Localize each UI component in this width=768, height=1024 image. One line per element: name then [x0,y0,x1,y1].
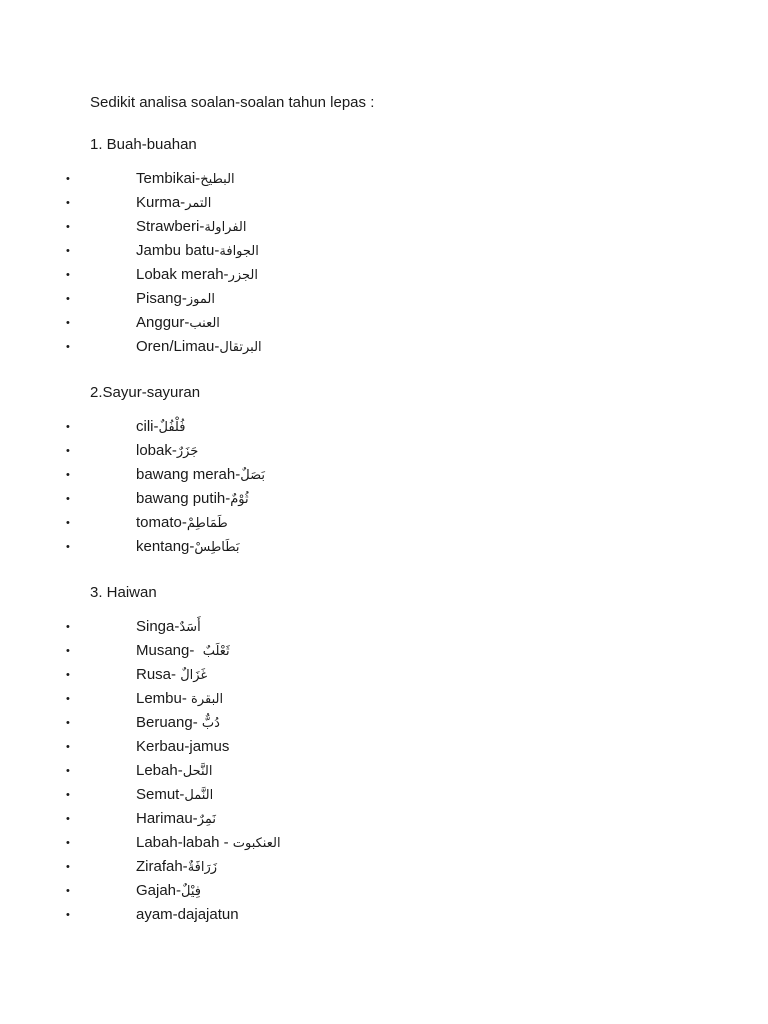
item-label: Rusa- [136,666,181,683]
list-item [0,264,768,286]
bullet: • [66,269,70,281]
item-label: Tembikai- [136,170,201,187]
item-arabic: طَمَاطِمْ [186,516,228,531]
bullet: • [66,245,70,257]
item-arabic: بَصَلٌ [240,468,265,483]
list-item [0,736,768,758]
bullet: • [66,861,70,873]
item-label: tomato- [136,514,187,531]
bullet: • [66,469,70,481]
bullet: • [66,517,70,529]
item-label: Pisang- [136,290,187,307]
bullet: • [66,421,70,433]
item-arabic: أَسَدٌ [179,620,201,635]
list-item [0,488,768,510]
item-label: Jambu batu- [136,242,220,259]
bullet: • [66,741,70,753]
item-arabic: زَرَافَةٌ [187,860,218,875]
bullet: • [66,789,70,801]
item-label: Harimau- [136,810,198,827]
list-item [0,464,768,486]
list-item [0,416,768,438]
item-label: cili- [136,418,159,435]
item-arabic: الجزر [228,268,258,283]
item-label: Beruang- [136,714,202,731]
bullet: • [66,341,70,353]
bullet: • [66,197,70,209]
bullet: • [66,693,70,705]
list-item [0,616,768,638]
item-label: Musang- [136,642,203,659]
item-arabic: بَطَاطِسْ [194,540,240,555]
list-item [0,192,768,214]
item-arabic: البرتقال [219,340,262,355]
list-item [0,664,768,686]
item-arabic: التمر [185,196,212,211]
item-arabic: الفراولة [204,220,247,235]
item-label: Strawberi- [136,218,205,235]
bullet: • [66,813,70,825]
list-item [0,640,768,662]
list-item [0,904,768,926]
section-heading-animals: 3. Haiwan [90,584,157,601]
bullet: • [66,645,70,657]
item-label: Anggur- [136,314,190,331]
item-label: Zirafah- [136,858,188,875]
bullet: • [66,293,70,305]
list-item [0,712,768,734]
bullet: • [66,765,70,777]
list-item [0,216,768,238]
list-item [0,808,768,830]
page-title: Sedikit analisa soalan-soalan tahun lepas : [90,94,375,111]
item-arabic: جَزَرٌ [176,444,199,459]
list-item [0,760,768,782]
item-label: Kerbau-jamus [136,738,230,755]
bullet: • [66,621,70,633]
bullet: • [66,493,70,505]
list-item [0,856,768,878]
item-label: Singa- [136,618,180,635]
section-heading-fruits: 1. Buah-buahan [90,136,197,153]
bullet: • [66,173,70,185]
item-arabic: البقرة [191,692,224,707]
list-item [0,784,768,806]
item-label: lobak- [136,442,177,459]
list-item [0,880,768,902]
item-arabic: العنب [189,316,220,331]
list-item [0,688,768,710]
item-label: ayam-dajajatun [136,906,239,923]
item-arabic: الموز [186,292,215,307]
list-item [0,312,768,334]
item-arabic: فِيْلٌ [181,884,202,899]
item-arabic: دُبٌّ [201,716,220,731]
item-arabic: غَزَالٌ [180,668,208,683]
bullet: • [66,885,70,897]
list-item [0,512,768,534]
item-label: Gajah- [136,882,182,899]
bullet: • [66,541,70,553]
section-heading-vegetables: 2.Sayur-sayuran [90,384,201,401]
bullet: • [66,445,70,457]
bullet: • [66,837,70,849]
list-item [0,536,768,558]
bullet: • [66,221,70,233]
item-label: Oren/Limau- [136,338,220,355]
bullet: • [66,317,70,329]
item-label: Lobak merah- [136,266,229,283]
list-item [0,336,768,358]
list-item [0,288,768,310]
bullet: • [66,669,70,681]
item-label: Lebah- [136,762,183,779]
item-arabic: ثَعْلَبٌ [202,644,230,659]
item-arabic: الجوافة [219,244,259,259]
item-arabic: البطيخ [200,172,235,187]
item-label: Kurma- [136,194,186,211]
list-item [0,168,768,190]
item-arabic: فُلْفُلٌ [158,420,186,435]
item-label: Labah-labah - [136,834,233,851]
item-label: kentang- [136,538,195,555]
item-label: Lembu- [136,690,192,707]
bullet: • [66,909,70,921]
list-item [0,240,768,262]
bullet: • [66,717,70,729]
item-label: Semut- [136,786,185,803]
item-arabic: النَّحل [182,764,213,779]
item-arabic: النَّمل [184,788,214,803]
item-arabic: نَمِرٌ [197,812,216,827]
list-item [0,832,768,854]
item-arabic: ثُوْمٌ [230,492,249,507]
item-label: bawang putih- [136,490,231,507]
item-label: bawang merah- [136,466,241,483]
item-arabic: العنكبوت [232,836,281,851]
list-item [0,440,768,462]
